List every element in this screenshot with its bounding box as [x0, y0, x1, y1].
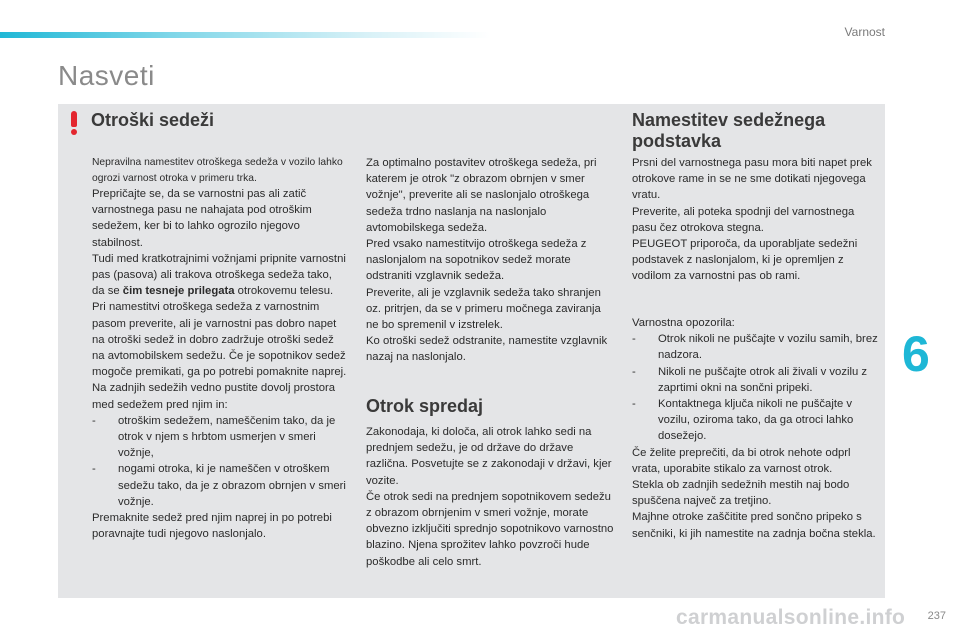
- child-seats-warning: Nepravilna namestitev otroškega sedeža v vozilo lahko ogrozi varnost otroka v primeru trka.: [92, 157, 343, 184]
- watermark: carmanualsonline.info: [676, 606, 906, 629]
- list-dash: -: [632, 398, 636, 411]
- list-item: - Kontaktnega ključa nikoli ne puščajte v vozilu, oziroma tako, da ga otroci lahko dosežejo.: [632, 398, 854, 443]
- child-seats-para-bold: čim tesneje prilegata: [122, 285, 235, 298]
- section-header: Varnost: [844, 25, 885, 39]
- chapter-number: 6: [902, 326, 930, 382]
- child-seats-heading: Otroški sedeži: [91, 110, 215, 130]
- list-dash: -: [632, 333, 636, 346]
- safety-warnings-closing: Če želite preprečiti, da bi otrok nehote odprl vrata, uporabite stikalo za varnost otrok. Stekla ob zadnjih sedežnih mestih naj bodo spuščena največ za tretjino. Majhne otroke zaščitite pred sončno pripeko s senčniki, ki jih namestite na zadnja bočna stekla.: [632, 446, 876, 540]
- child-seats-column-2: [366, 155, 616, 366]
- child-seats-para-end: otrokovemu telesu. Pri namestitvi otroškega sedeža z varnostnim pasom preverite, ali je varnostni pas dobro napet na otroški sedež in dobro zadržuje otroški sedež na avtomobilskem sedežu. Če je sopotnikov sedež mogoče premikati, ga po potrebi pomaknite naprej. Na zadnjih sedežih vedno pustite dovolj prostora med sedežem pred njim in:: [92, 285, 347, 411]
- list-dash: -: [92, 414, 96, 427]
- child-seats-closing: Premaknite sedež pred njim naprej in po potrebi poravnajte tudi njegovo naslonjalo.: [92, 512, 332, 541]
- top-accent-bar: [0, 32, 490, 38]
- child-seats-para-start: Prepričajte se, da se varnostni pas ali zatič varnostnega pasu ne nahajata pod otroškim sedežem, ker bi to lahko ogrozilo njegovo stabilnost. Tudi med kratkotrajnimi vožnjami pripnite varnostni pas (pasova) ali trakova otroškega sedeža tako, da se: [92, 188, 346, 298]
- safety-warnings-intro: Varnostna opozorila:: [632, 317, 735, 329]
- list-item: - nogami otroka, ki je nameščen v otroškem sedežu tako, da je z obrazom obrnjen v smeri vožnje.: [92, 463, 346, 508]
- list-item: - Nikoli ne puščajte otrok ali živali v vozilu z zaprtimi okni na sončni pripeki.: [632, 365, 868, 394]
- child-seats-col2-text: Za optimalno postavitev otroškega sedeža, pri katerem je otrok "z obrazom obrnjen v smer vožnje", preverite ali se naslonjalo otroškega sedeža trdno naslanja na naslonjalo avtomobilskega sedeža. Pred vsako namestitvijo otroškega sedeža z naslonjalom na sopotnikov sedež morate odstraniti vzglavnik sedeža. Preverite, ali je vzglavnik sedeža tako shranjen oz. pritrjen, da se v primeru močnega zaviranja ne bo spremenil v izstrelek. Ko otroški sedež odstranite, namestite vzglavnik nazaj na naslonjalo.: [366, 157, 608, 364]
- booster-heading: Namestitev sedežnega podstavka: [632, 110, 826, 151]
- page-number: 237: [927, 610, 946, 622]
- list-item: - otroškim sedežem, nameščenim tako, da je otrok v njem s hrbtom usmerjen v smeri vožnje,: [92, 414, 336, 460]
- booster-column: [632, 155, 880, 285]
- list-item: - Otrok nikoli ne puščajte v vozilu samih, brez nadzora.: [632, 333, 878, 362]
- page-title: Nasveti: [58, 60, 155, 91]
- list-dash: -: [92, 463, 96, 476]
- list-dash: -: [632, 365, 636, 378]
- front-child-text: Zakonodaja, ki določa, ali otrok lahko sedi na prednjem sedežu, je od države do države različna. Posvetujte se z zakonodaji v državi, kjer vozite. Če otrok sedi na prednjem sopotnikovem sedežu z obrazom obrnjenim v smeri vožnje, morate obvezno izključiti sprednjo sopotnikovo varnostno blazino. Njena sprožitev lahko povzroči hude poškodbe ali celo smrt.: [366, 426, 614, 568]
- front-child-column: [366, 424, 616, 570]
- booster-text: Prsni del varnostnega pasu mora biti napet prek otrokove rame in se ne sme dotikati njegovega vratu. Preverite, ali poteka spodnji del varnostnega pasu čez otrokova stegna. PEUGEOT priporoča, da uporabljate sedežni podstavek z naslonjalom, ki je opremljen z vodilom za varnostni pas ob rami.: [632, 157, 872, 283]
- front-child-heading: Otrok spredaj: [366, 396, 484, 416]
- child-seats-column: [92, 155, 347, 542]
- warning-exclamation-icon: [67, 111, 81, 135]
- child-seats-para: [92, 186, 347, 413]
- safety-warnings-column: [632, 315, 880, 542]
